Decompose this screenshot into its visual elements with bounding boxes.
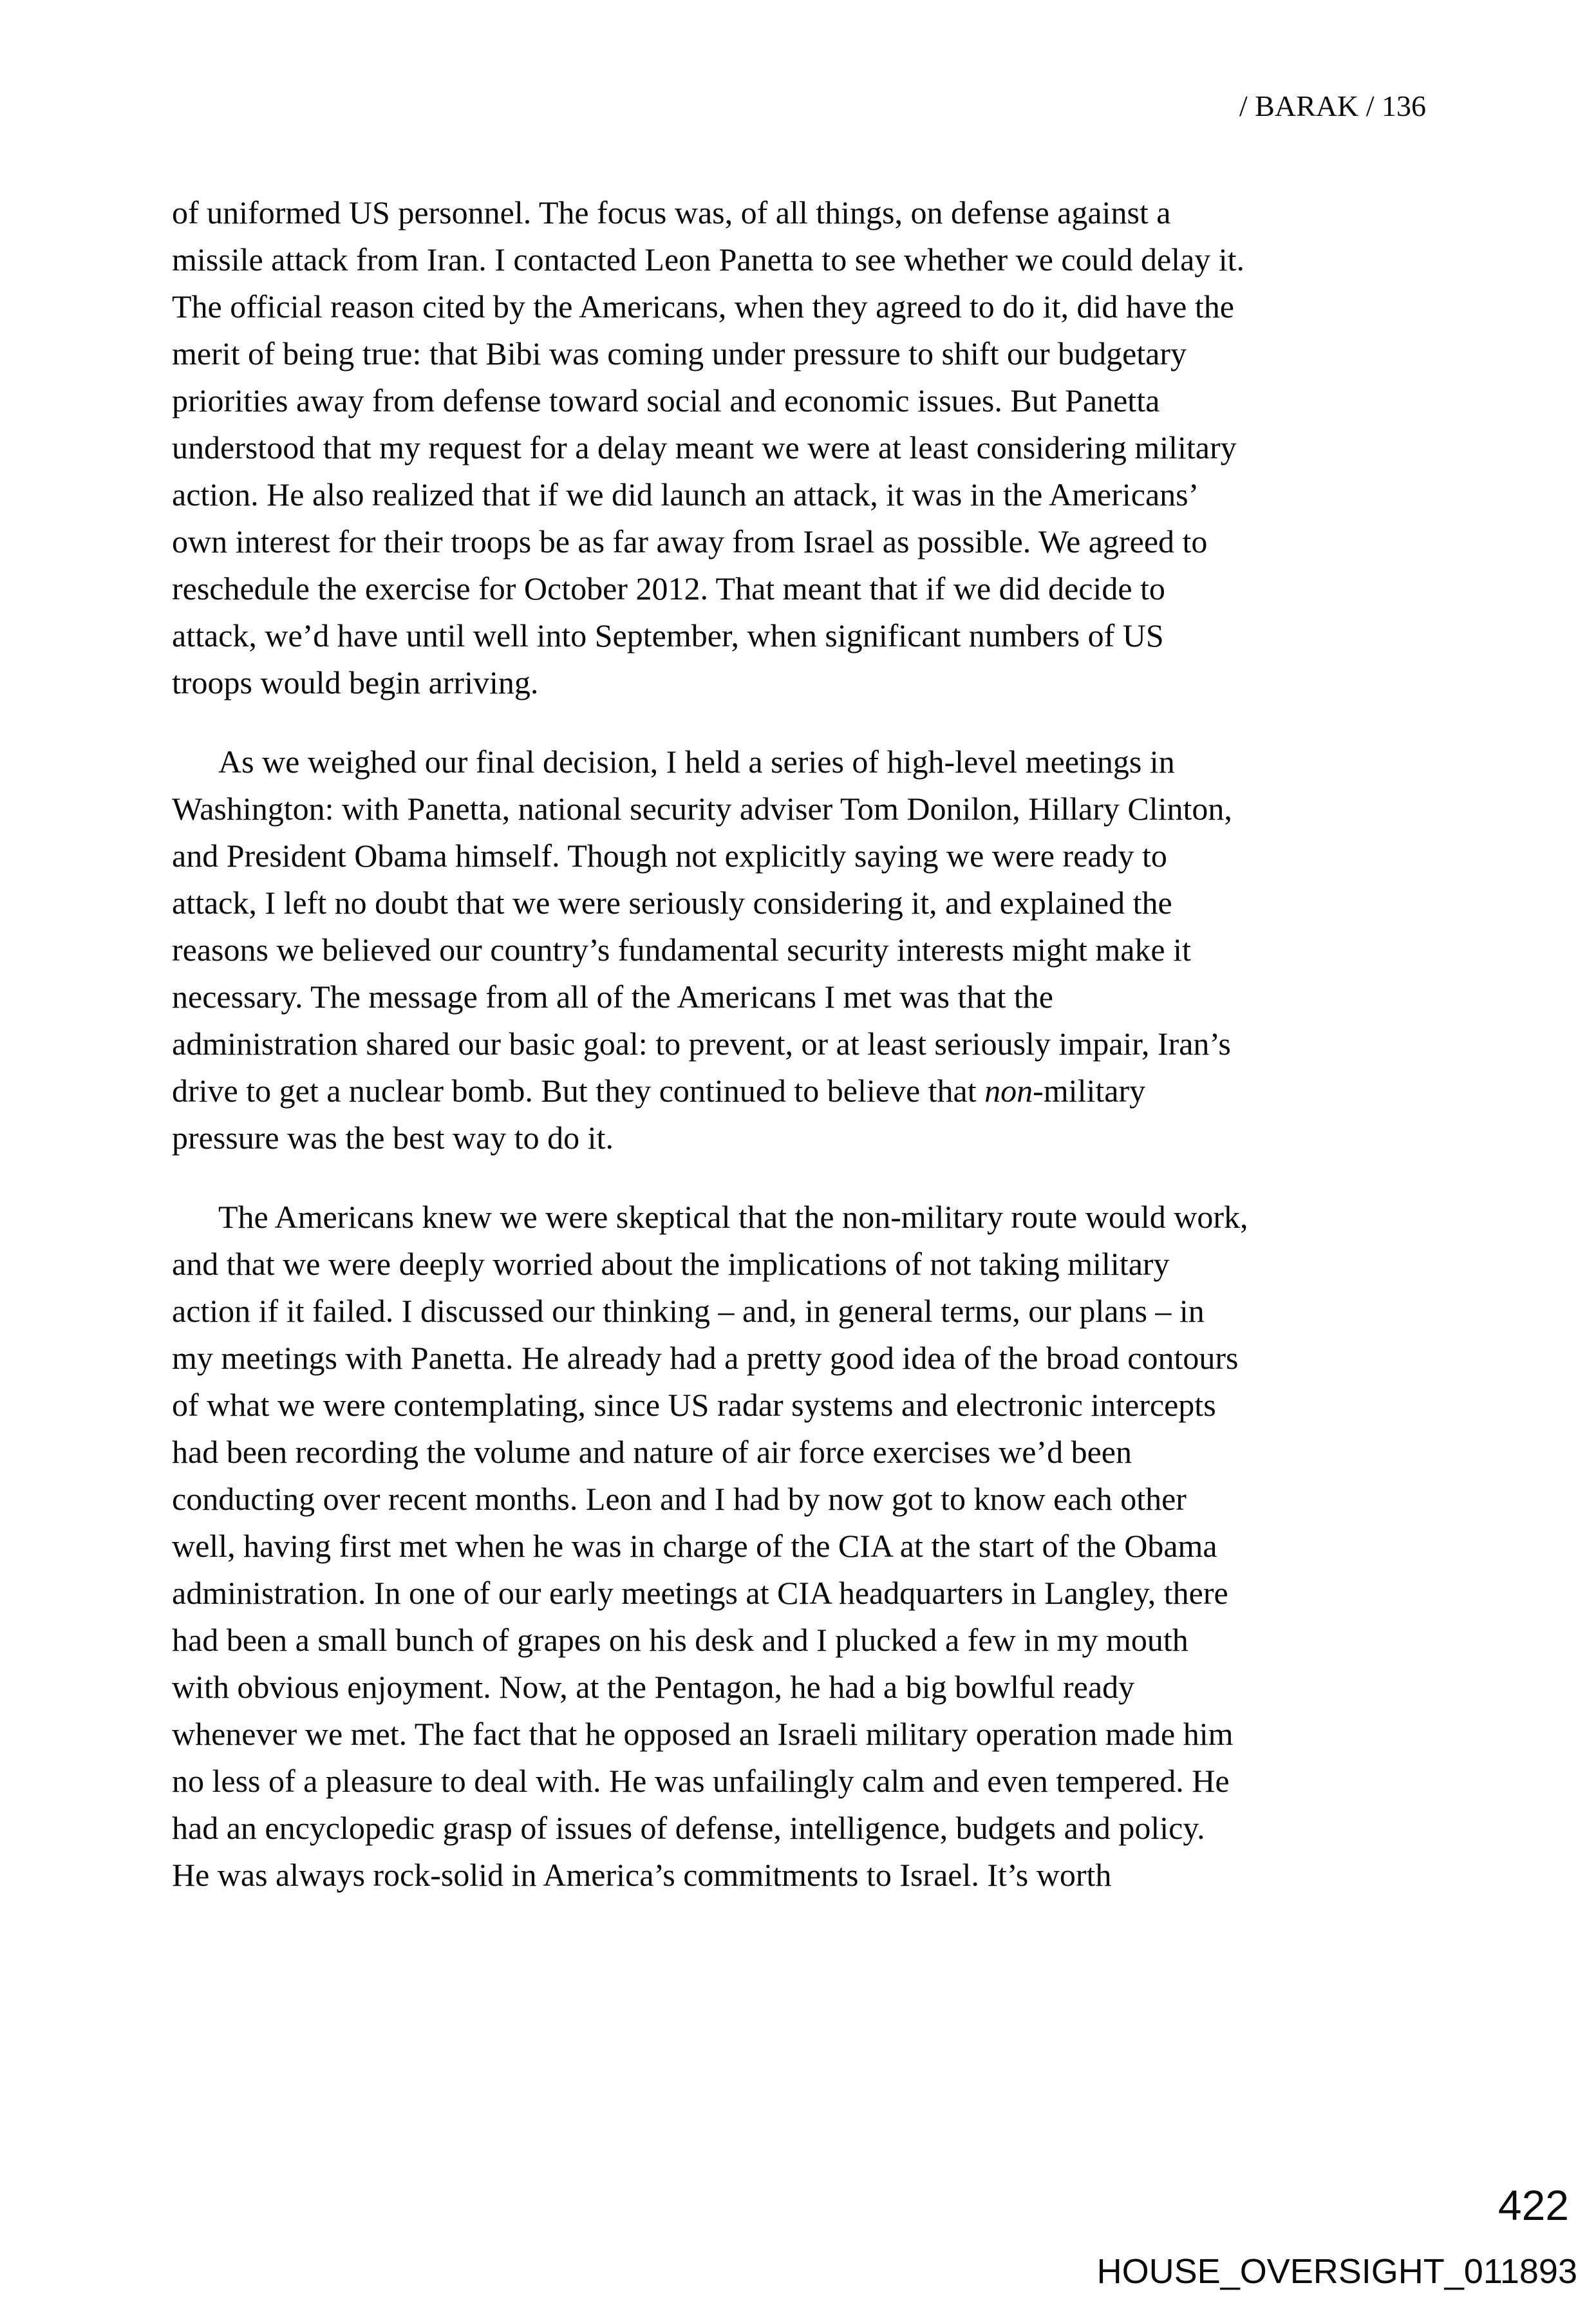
text-line: my meetings with Panetta. He already had a pretty good idea of the broad contours bbox=[172, 1340, 1239, 1376]
text-line: troops would begin arriving. bbox=[172, 664, 539, 700]
text-line: The Americans knew we were skeptical that the non-military route would work, bbox=[218, 1199, 1248, 1235]
text-line: As we weighed our final decision, I held a series of high-level meetings in bbox=[218, 744, 1175, 780]
text-line: had been recording the volume and nature of air force exercises we’d been bbox=[172, 1434, 1132, 1470]
text-line: had been a small bunch of grapes on his desk and I plucked a few in my mouth bbox=[172, 1622, 1188, 1658]
text-line: reasons we believed our country’s fundamental security interests might make it bbox=[172, 932, 1191, 968]
paragraph bbox=[172, 189, 1460, 706]
text-line: own interest for their troops be as far away from Israel as possible. We agreed to bbox=[172, 523, 1208, 559]
text-line: attack, we’d have until well into September, when significant numbers of US bbox=[172, 617, 1164, 653]
text-segment: -military bbox=[1033, 1073, 1146, 1109]
text-line: conducting over recent months. Leon and I had by now got to know each other bbox=[172, 1481, 1187, 1517]
text-line: and that we were deeply worried about the implications of not taking military bbox=[172, 1246, 1170, 1282]
page-header: / BARAK / 136 bbox=[1239, 89, 1426, 122]
text-line: action if it failed. I discussed our thinking – and, in general terms, our plans – in bbox=[172, 1293, 1205, 1329]
text-line: and President Obama himself. Though not explicitly saying we were ready to bbox=[172, 838, 1167, 874]
text-line: with obvious enjoyment. Now, at the Pentagon, he had a big bowlful ready bbox=[172, 1669, 1135, 1705]
text-line: reschedule the exercise for October 2012. That meant that if we did decide to bbox=[172, 570, 1165, 606]
text-line: whenever we met. The fact that he opposed an Israeli military operation made him bbox=[172, 1716, 1234, 1752]
text-line: pressure was the best way to do it. bbox=[172, 1120, 614, 1156]
text-line: administration. In one of our early meetings at CIA headquarters in Langley, there bbox=[172, 1575, 1228, 1611]
text-line: necessary. The message from all of the Americans I met was that the bbox=[172, 979, 1053, 1015]
text-line: He was always rock-solid in America’s commitments to Israel. It’s worth bbox=[172, 1857, 1112, 1893]
body-text bbox=[172, 189, 1460, 1931]
text-line: merit of being true: that Bibi was coming under pressure to shift our budgetary bbox=[172, 335, 1187, 371]
text-line: priorities away from defense toward social and economic issues. But Panetta bbox=[172, 382, 1160, 418]
text-line: administration shared our basic goal: to prevent, or at least seriously impair, Iran’s bbox=[172, 1026, 1231, 1062]
text-line: of uniformed US personnel. The focus was, of all things, on defense against a bbox=[172, 194, 1171, 230]
bates-stamp: HOUSE_OVERSIGHT_011893 bbox=[1096, 2252, 1577, 2291]
text-line: action. He also realized that if we did launch an attack, it was in the Americans’ bbox=[172, 476, 1199, 512]
text-segment: drive to get a nuclear bomb. But they continued to believe that bbox=[172, 1073, 985, 1109]
text-line: no less of a pleasure to deal with. He was unfailingly calm and even tempered. He bbox=[172, 1763, 1230, 1799]
text-line: missile attack from Iran. I contacted Leon Panetta to see whether we could delay it. bbox=[172, 241, 1245, 277]
paragraph bbox=[172, 738, 1460, 1161]
text-line: attack, I left no doubt that we were seriously considering it, and explained the bbox=[172, 885, 1172, 921]
page-number: 422 bbox=[1497, 2181, 1569, 2229]
text-line bbox=[172, 1067, 1460, 1114]
text-line: The official reason cited by the Americans, when they agreed to do it, did have the bbox=[172, 288, 1234, 324]
text-line: had an encyclopedic grasp of issues of defense, intelligence, budgets and policy. bbox=[172, 1810, 1205, 1846]
text-line: of what we were contemplating, since US radar systems and electronic intercepts bbox=[172, 1387, 1216, 1423]
italic-text: non bbox=[984, 1073, 1033, 1109]
text-line: understood that my request for a delay meant we were at least considering military bbox=[172, 429, 1237, 465]
text-line: well, having first met when he was in charge of the CIA at the start of the Obama bbox=[172, 1528, 1217, 1564]
text-line: Washington: with Panetta, national security adviser Tom Donilon, Hillary Clinton, bbox=[172, 791, 1232, 827]
paragraph bbox=[172, 1194, 1460, 1899]
